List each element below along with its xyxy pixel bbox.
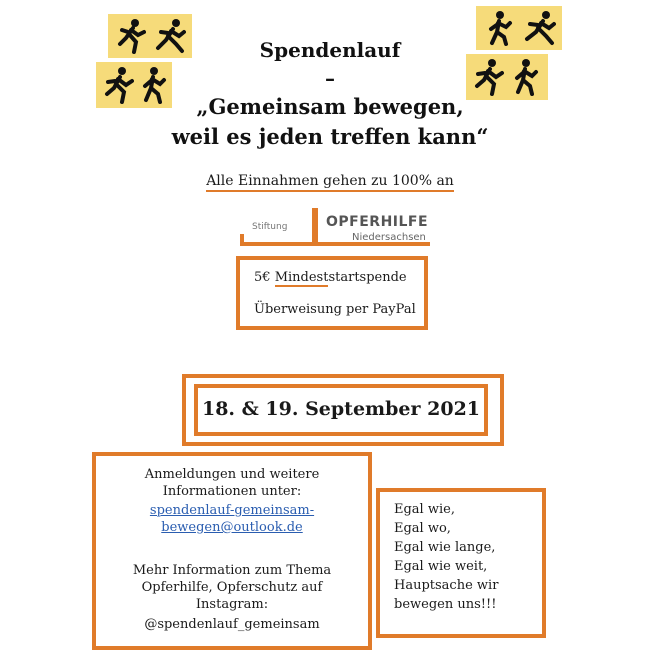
more-info-line2: Opferhilfe, Opferschutz auf <box>141 580 323 595</box>
title-slogan-line1: „Gemeinsam bewegen, <box>196 94 464 119</box>
email-link-line2[interactable]: bewegen@outlook.de <box>161 520 303 535</box>
donation-box <box>236 256 428 330</box>
date-box-inner <box>194 384 488 436</box>
motto-line: Hauptsache wir <box>394 578 499 593</box>
registration-line1: Anmeldungen und weitere <box>144 467 320 482</box>
running-person-icon <box>102 66 134 104</box>
motto-box <box>376 488 546 638</box>
income-note-text: Alle Einnahmen gehen zu 100% an <box>206 173 454 192</box>
email-link-line1[interactable]: spendenlauf-gemeinsam- <box>149 503 315 518</box>
event-date: 18. & 19. September 2021 <box>201 398 481 420</box>
logo-prefix: Stiftung <box>252 222 288 232</box>
running-person-icon <box>520 10 556 46</box>
minimum-donation <box>254 270 407 285</box>
running-person-icon <box>510 58 540 96</box>
income-note <box>150 173 510 189</box>
poster-title: Spendenlauf <box>259 38 401 62</box>
date-box-outer <box>182 374 504 446</box>
registration-box <box>92 452 372 650</box>
logo-region: Niedersachsen <box>352 232 426 243</box>
minimum-underlined: Mindest <box>274 270 329 285</box>
title-dash: – <box>325 66 335 90</box>
registration-line2: Informationen unter: <box>162 484 302 499</box>
minimum-rest: startspende <box>328 270 407 285</box>
motto-line: bewegen uns!!! <box>394 597 497 612</box>
payment-method: Überweisung per PayPal <box>254 302 416 317</box>
more-info-line1: Mehr Information zum Thema <box>132 563 332 578</box>
motto-text <box>394 500 498 614</box>
motto-line: Egal wie lange, <box>394 540 496 555</box>
motto-line: Egal wo, <box>394 521 451 536</box>
motto-line: Egal wie, <box>394 502 455 517</box>
running-person-icon <box>116 18 146 54</box>
more-info-line3: Instagram: <box>195 597 269 612</box>
logo-name: OPFERHILFE <box>326 214 429 230</box>
title-slogan-line2: weil es jeden treffen kann“ <box>171 124 489 149</box>
logo-bar-vertical <box>312 208 318 246</box>
minimum-amount: 5€ <box>254 270 275 285</box>
instagram-handle: @spendenlauf_gemeinsam <box>144 617 320 632</box>
logo-bar-left <box>240 234 244 246</box>
opferhilfe-logo <box>240 206 430 250</box>
motto-line: Egal wie weit, <box>394 559 488 574</box>
